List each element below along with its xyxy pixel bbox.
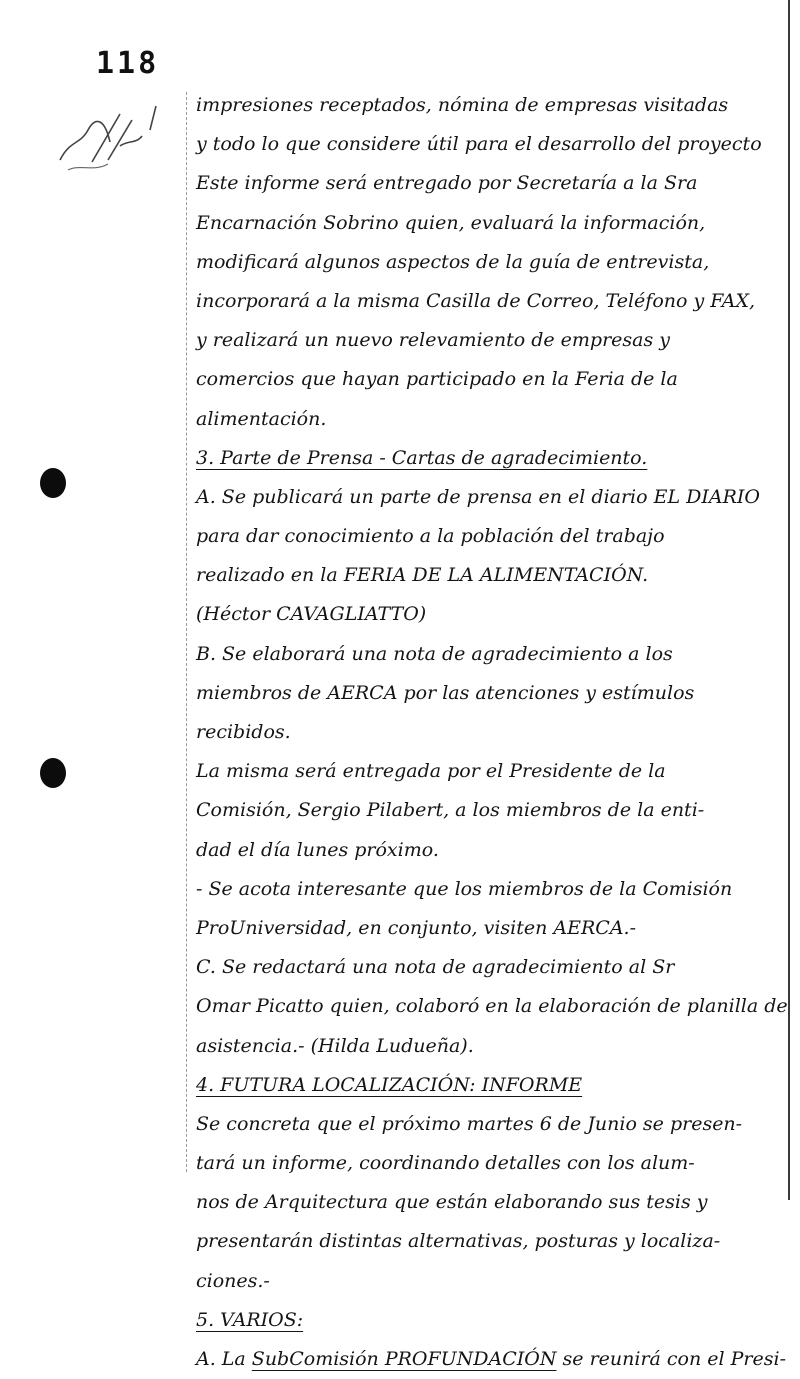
- section-heading-3: 3. Parte de Prensa - Cartas de agradecimiento.: [196, 446, 648, 469]
- binder-hole-top: [40, 468, 66, 498]
- margin-scribble-icon: [50, 100, 160, 180]
- binder-hole-bottom: [40, 758, 66, 788]
- text-line: Omar Picatto quien, colaboró en la elaboración de planilla de: [196, 995, 788, 1018]
- text-line: nos de Arquitectura que están elaborando sus tesis y: [196, 1191, 708, 1214]
- text-line: tará un informe, coordinando detalles con los alum-: [196, 1152, 695, 1175]
- text-line: alimentación.: [196, 407, 327, 430]
- text-line: dad el día lunes próximo.: [196, 838, 439, 861]
- text-line: asistencia.- (Hilda Ludueña).: [196, 1034, 474, 1057]
- text-line: Encarnación Sobrino quien, evaluará la información,: [196, 211, 706, 234]
- text-line: Se concreta que el próximo martes 6 de Junio se presen-: [196, 1112, 743, 1135]
- last-line-underlined: SubComisión PROFUNDACIÓN: [251, 1348, 557, 1370]
- last-line-suffix: se reunirá con el Presi-: [556, 1348, 786, 1370]
- text-line: miembros de AERCA por las atenciones y estímulos: [196, 681, 695, 704]
- text-line: y todo lo que considere útil para el desarrollo del proyecto: [196, 133, 762, 156]
- text-line: y realizará un nuevo relevamiento de empresas y: [196, 329, 671, 352]
- text-line: ProUniversidad, en conjunto, visiten AERCA.-: [196, 916, 637, 939]
- text-line-last: [196, 1340, 786, 1379]
- text-line: B. Se elaborará una nota de agradecimiento a los: [196, 642, 673, 665]
- text-line: Comisión, Sergio Pilabert, a los miembros de la enti-: [196, 799, 705, 822]
- page-number: 118: [96, 46, 160, 81]
- text-line: impresiones receptados, nómina de empresas visitadas: [196, 94, 729, 116]
- text-line: modificará algunos aspectos de la guía de entrevista,: [196, 250, 710, 273]
- text-line: A. Se publicará un parte de prensa en el diario EL DIARIO: [196, 485, 760, 508]
- page-edge: [788, 0, 790, 1200]
- last-line-prefix: A. La: [196, 1348, 252, 1370]
- text-line: Este informe será entregado por Secretaría a la Sra: [196, 172, 698, 195]
- text-line: (Héctor CAVAGLIATTO): [196, 603, 427, 626]
- handwritten-text: [196, 86, 786, 1379]
- text-line: C. Se redactará una nota de agradecimiento al Sr: [196, 956, 675, 979]
- text-line: recibidos.: [196, 721, 291, 743]
- text-line: La misma será entregada por el Presidente de la: [196, 760, 666, 783]
- text-line: presentarán distintas alternativas, posturas y localiza-: [196, 1230, 721, 1253]
- text-line: comercios que hayan participado en la Feria de la: [196, 368, 678, 391]
- text-line: para dar conocimiento a la población del trabajo: [196, 525, 665, 548]
- text-line: - Se acota interesante que los miembros de la Comisión: [196, 877, 733, 900]
- margin-rule: [186, 92, 188, 1172]
- section-heading-4: 4. FUTURA LOCALIZACIÓN: INFORME: [196, 1073, 583, 1096]
- section-heading-5: 5. VARIOS:: [196, 1308, 304, 1331]
- text-line: incorporará a la misma Casilla de Correo, Teléfono y FAX,: [196, 289, 756, 312]
- text-line: ciones.-: [196, 1269, 270, 1292]
- text-line: realizado en la FERIA DE LA ALIMENTACIÓN.: [196, 564, 649, 587]
